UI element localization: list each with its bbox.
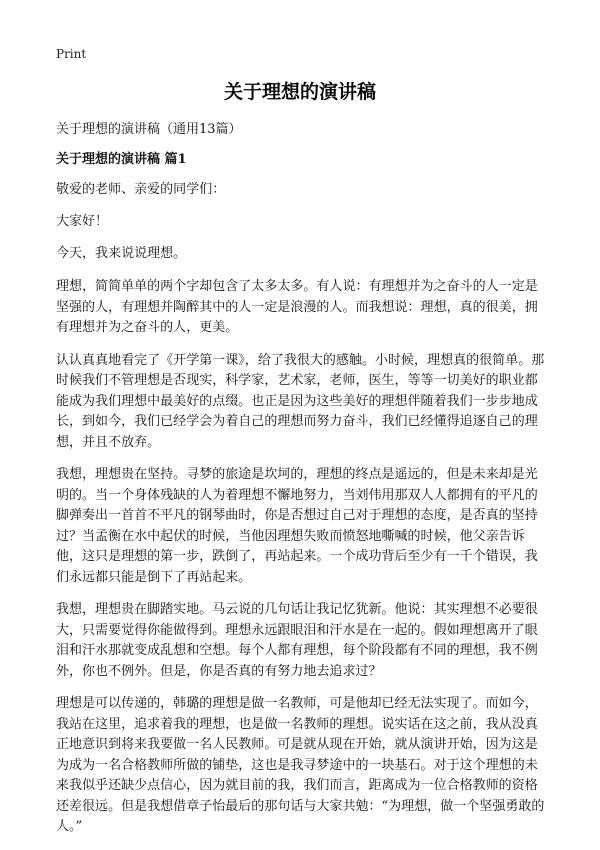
body-paragraph: 理想是可以传递的，韩璐的理想是做一名教师，可是他却已经无法实现了。而如今，我站在这里，追求着我的理想，也是做一名教师的理想。说实话在这之前，我从没真正地意识到将来我要做一名人民教师。可是就从现在开始，就从演讲开始，因为这是为成为一名合格教师所做的铺垫，这也是我寻梦途中的一块基石。对于这个理想的未来我似乎还缺少点信心，因为就目前的我，我们而言，距离成为一位合格教师的资格还差很远。但是我想借章子怡最后的那句话与大家共勉：“为理想，做一个坚强勇敢的人。” (56, 696, 545, 834)
print-link[interactable]: Print (56, 47, 87, 61)
greeting-paragraph: 大家好！ (56, 214, 109, 229)
document-content (56, 121, 546, 850)
salutation-paragraph: 敬爱的老师、亲爱的同学们： (56, 182, 226, 197)
body-paragraph: 理想，简简单单的两个字却包含了太多太多。有人说：有理想并为之奋斗的人一定是坚强的人，有理想并陶醉其中的人一定是浪漫的人。而我想说：理想，真的很美，拥有理想并为之奋斗的人，更美。 (56, 279, 538, 335)
document-subtitle: 关于理想的演讲稿（通用13篇） (56, 122, 242, 137)
body-paragraph: 我想，理想贵在坚持。寻梦的旅途是坎坷的，理想的终点是遥远的，但是未来却是光明的。当一个身体残缺的人为着理想不懈地努力，当刘伟用那双人人都拥有的平凡的脚弹奏出一首首不平凡的钢琴曲时，你是否想过自己对于理想的态度，是否真的坚持过？当孟衡在水中起伏的时候，当他因理想失败而愤怒地嘶喊的时候，他父亲告诉他，这只是理想的第一步，跌倒了，再站起来。一个成功背后至少有一千个错误，我们永远都只能是倒下了再站起来。 (56, 467, 538, 585)
body-paragraph: 认认真真地看完了《开学第一课》，给了我很大的感触。小时候，理想真的很简单。那时候我们不管理想是否现实，科学家，艺术家，老师，医生，等等一切美好的职业都能成为我们理想中最美好的点缀。也正是因为这些美好的理想伴随着我们一步步地成长，到如今，我们已经学会为着自己的理想而努力奋斗，我们已经懂得追逐自己的理想，并且不放弃。 (56, 352, 545, 450)
body-paragraph: 我想，理想贵在脚踏实地。马云说的几句话让我记忆犹新。他说：其实理想不必要很大，只需要觉得你能做得到。理想永远跟眼泪和汗水是在一起的。假如理想离开了眼泪和汗水那就变成乱想和空想。每个人都有理想，每个阶段都有不同的理想，我不例外，你也不例外。但是，你是否真的有努力地去追求过？ (56, 602, 538, 679)
intro-paragraph: 今天，我来说说理想。 (56, 246, 187, 261)
page-title: 关于理想的演讲稿 (223, 81, 376, 103)
section-heading: 关于理想的演讲稿 篇1 (56, 152, 187, 167)
